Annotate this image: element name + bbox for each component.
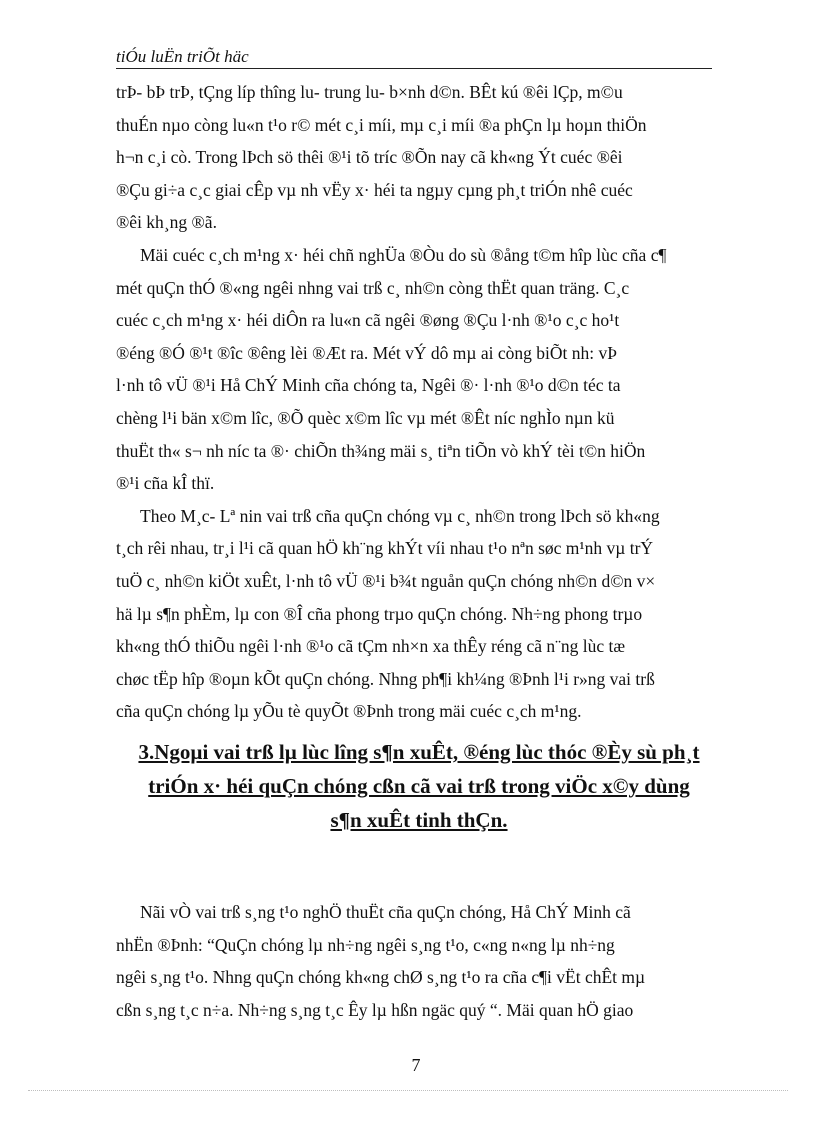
heading-line: triÓn x· héi quÇn chóng cßn cã vai trß trong viÖc x©y dùng (148, 774, 690, 798)
heading-line: s¶n xuÊt tinh thÇn. (330, 808, 508, 832)
body-text-lower (116, 896, 720, 1026)
text-line: h¬n c¸i cò. Trong lÞch sö thêi ®¹i tõ tríc ®Õn nay cã kh«ng Ýt cuéc ®êi (116, 147, 623, 168)
footer-divider (28, 1090, 788, 1091)
heading-line: 3.Ngoµi vai trß lµ lùc lîng s¶n xuÊt, ®éng lùc thóc ®Èy sù ph¸t (138, 740, 700, 764)
text-line: mét quÇn thÓ ®«ng ngêi nhng vai trß c¸ nh©n còng thËt quan träng. C¸c (116, 277, 630, 298)
text-line: tuÖ c¸ nh©n kiÖt xuÊt, l·nh tô vÜ ®¹i b¾t nguån quÇn chóng nh©n d©n v× (116, 570, 656, 591)
text-line: nhËn ®Þnh: “QuÇn chóng lµ nh÷ng ngêi s¸ng t¹o, c«ng n«ng lµ nh÷ng (116, 934, 615, 955)
text-line: ®êi kh¸ng ®ã. (116, 212, 217, 233)
paragraph-first-line: Mäi cuéc c¸ch m¹ng x· héi chñ nghÜa ®Òu do sù ®ång t©m hîp lùc cña c¶ (140, 244, 667, 265)
text-line: ®Çu gi÷a c¸c giai cÊp vµ nh vËy x· héi ta ngµy cµng ph¸t triÓn nhê cuéc (116, 179, 633, 200)
text-line: kh«ng thÓ thiÕu ngêi l·nh ®¹o cã tÇm nh×n xa thÊy réng cã n¨ng lùc tæ (116, 636, 626, 657)
text-line: l·nh tô vÜ ®¹i Hå ChÝ Minh cña chóng ta, Ngêi ®· l·nh ®¹o d©n téc ta (116, 375, 621, 396)
text-line: t¸ch rêi nhau, tr¸i l¹i cã quan hÖ kh¨ng khÝt víi nhau t¹o nªn søc m¹nh vµ trÝ (116, 538, 654, 559)
text-line: cuéc c¸ch m¹ng x· héi diÔn ra lu«n cã ngêi ®øng ®Çu l·nh ®¹o c¸c ho¹t (116, 310, 620, 331)
text-line: trÞ- bÞ trÞ, tÇng líp thîng lu- trung lu- b×nh d©n. BÊt kú ®êi lÇp, m©u (116, 82, 623, 102)
text-line: thuËt th« s¬ nh níc ta ®· chiÕn th¾ng mäi s¸ tiªn tiÕn vò khÝ tèi t©n hiÖn (116, 440, 646, 461)
section-heading (116, 735, 722, 837)
running-header: tiÓu luËn triÕt häc (116, 47, 249, 66)
text-line: thuÉn nµo còng lu«n t¹o r© mét c¸i míi, mµ c¸i míi ®a phÇn lµ hoµn thiÖn (116, 114, 647, 135)
text-line: cña quÇn chóng lµ yÕu tè quyÕt ®Þnh trong mäi cuéc c¸ch m¹ng. (116, 701, 582, 722)
text-line: ngêi s¸ng t¹o. Nhng quÇn chóng kh«ng chØ s¸ng t¹o ra cña c¶i vËt chÊt mµ (116, 967, 646, 988)
header-divider (116, 68, 712, 69)
text-line: ®éng ®Ó ®¹t ®îc ®êng lèi ®Æt ra. Mét vÝ dô mµ ai còng biÕt nh: vÞ (116, 342, 617, 363)
page-number: 7 (411, 1055, 421, 1075)
body-text-upper (116, 76, 720, 728)
text-line: chøc tËp hîp ®oµn kÕt quÇn chóng. Nhng ph¶i kh¼ng ®Þnh l¹i r»ng vai trß (116, 668, 655, 689)
text-line: cßn s¸ng t¸c n÷a. Nh÷ng s¸ng t¸c Êy lµ hßn ngäc quý “. Mäi quan hÖ giao (116, 999, 634, 1020)
text-line: hä lµ s¶n phÈm, lµ con ®Î cña phong trµo quÇn chóng. Nh÷ng phong trµo (116, 603, 643, 624)
paragraph-first-line: Theo M¸c- Lª nin vai trß cña quÇn chóng vµ c¸ nh©n trong lÞch sö kh«ng (140, 505, 660, 526)
text-line: chèng l¹i bän x©m lîc, ®Õ quèc x©m lîc vµ mét ®Êt níc nghÌo nµn kü (116, 407, 615, 428)
text-line: ®¹i cña kÎ thï. (116, 473, 215, 494)
paragraph-first-line: Nãi vÒ vai trß s¸ng t¹o nghÖ thuËt cña quÇn chóng, Hå ChÝ Minh cã (140, 902, 631, 922)
